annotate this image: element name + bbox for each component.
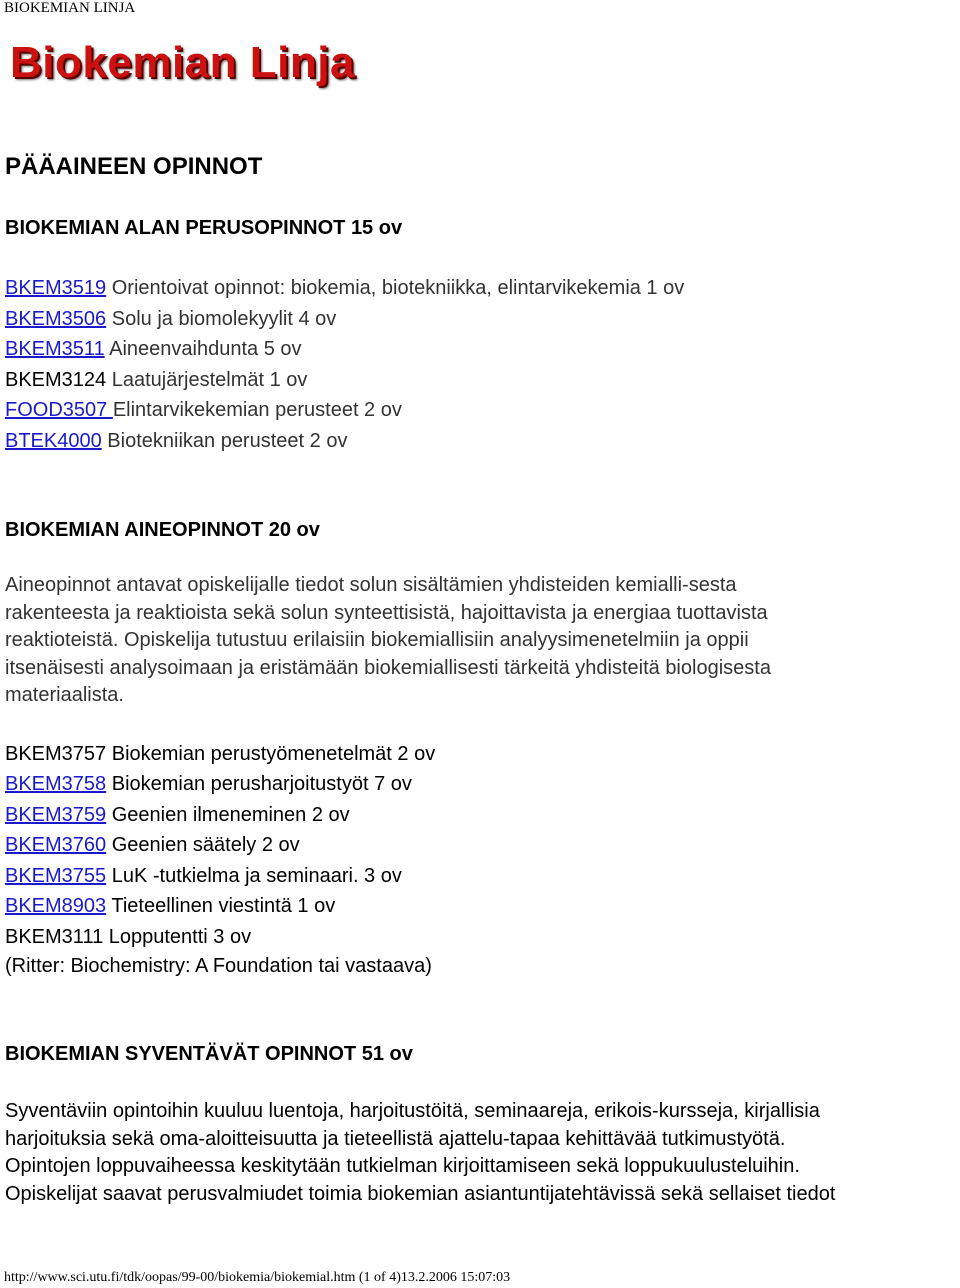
main-content xyxy=(5,150,957,1208)
course-code-bkem3124: BKEM3124 xyxy=(5,368,107,391)
course-item xyxy=(5,365,957,396)
course-item xyxy=(5,769,957,800)
course-code-bkem3111: BKEM3111 xyxy=(5,925,104,948)
description-line: Opintojen loppuvaiheessa keskitytään tutkielman kirjoittamiseen sekä loppukuulusteluihin. xyxy=(5,1155,800,1177)
course-title: Geenien ilmeneminen 2 ov xyxy=(106,803,350,826)
course-title: Biokemian perusharjoitustyöt 7 ov xyxy=(106,773,412,795)
logo: Biokemian Linja xyxy=(10,38,355,87)
course-title: Laatujärjestelmät 1 ov xyxy=(106,368,308,391)
course-item xyxy=(5,891,957,922)
course-title: Elintarvikekemian perusteet 2 ov xyxy=(112,399,402,421)
course-link-food3507[interactable]: FOOD3507 xyxy=(5,399,113,421)
course-link-bkem3519[interactable]: BKEM3519 xyxy=(5,277,107,299)
course-title: Lopputentti 3 ov xyxy=(103,925,252,948)
subject-studies-heading: BIOKEMIAN AINEOPINNOT 20 ov xyxy=(5,519,320,541)
print-header: BIOKEMIAN LINJA xyxy=(4,0,136,16)
basic-course-list xyxy=(5,273,957,456)
course-item xyxy=(5,861,957,892)
basic-studies-heading: BIOKEMIAN ALAN PERUSOPINNOT 15 ov xyxy=(5,217,403,239)
course-link-bkem3506[interactable]: BKEM3506 xyxy=(5,307,107,330)
course-code-bkem3757: BKEM3757 xyxy=(5,742,107,765)
subject-course-list xyxy=(5,739,957,953)
description-line: Syventäviin opintoihin kuuluu luentoja, harjoitustöitä, seminaareja, erikois-kursseja, kirjallisia xyxy=(5,1100,820,1122)
course-item xyxy=(5,800,957,831)
course-item xyxy=(5,922,957,953)
description-line: itsenäisesti analysoimaan ja eristämään biokemiallisesti tärkeitä yhdisteitä biologisesta xyxy=(5,656,771,679)
course-link-bkem3758[interactable]: BKEM3758 xyxy=(5,773,107,795)
course-title: Tieteellinen viestintä 1 ov xyxy=(106,895,336,917)
main-heading: PÄÄAINEEN OPINNOT xyxy=(5,153,263,180)
description-line: reaktioteistä. Opiskelija tutustuu erilaisiin biokemiallisiin analyysimenetelmiin ja oppii xyxy=(5,629,749,651)
course-link-bkem3760[interactable]: BKEM3760 xyxy=(5,834,107,856)
course-item xyxy=(5,426,957,457)
description-line: Opiskelijat saavat perusvalmiudet toimia biokemian asiantuntijatehtävissä sekä sellaiset tiedot xyxy=(5,1182,836,1205)
course-link-bkem3755[interactable]: BKEM3755 xyxy=(5,864,107,887)
course-item xyxy=(5,304,957,335)
course-title: Geenien säätely 2 ov xyxy=(106,834,300,856)
course-title: Orientoivat opinnot: biokemia, biotekniikka, elintarvikekemia 1 ov xyxy=(106,277,685,299)
course-item xyxy=(5,830,957,861)
course-item xyxy=(5,273,957,304)
description-line: Aineopinnot antavat opiskelijalle tiedot solun sisältämien yhdisteiden kemialli-sesta xyxy=(5,574,737,596)
print-footer: http://www.sci.utu.fi/tdk/oopas/99-00/biokemia/biokemial.htm (1 of 4)13.2.2006 15:07:03 xyxy=(4,1270,511,1285)
course-title: Biokemian perustyömenetelmät 2 ov xyxy=(106,742,436,765)
course-title: Solu ja biomolekyylit 4 ov xyxy=(106,307,337,330)
course-title: LuK -tutkielma ja seminaari. 3 ov xyxy=(106,864,402,887)
description-line: harjoituksia sekä oma-aloitteisuutta ja tieteellistä ajattelu-tapaa kehittävää tutkimustyötä. xyxy=(5,1127,786,1150)
subject-description xyxy=(5,572,957,710)
course-title: Biotekniikan perusteet 2 ov xyxy=(101,429,348,452)
course-item xyxy=(5,395,957,426)
description-line: materiaalista. xyxy=(5,684,124,706)
course-title: Aineenvaihdunta 5 ov xyxy=(104,338,302,360)
course-item xyxy=(5,739,957,770)
course-link-bkem3511[interactable]: BKEM3511 xyxy=(5,338,105,360)
course-link-btek4000[interactable]: BTEK4000 xyxy=(5,429,102,452)
course-link-bkem3759[interactable]: BKEM3759 xyxy=(5,803,107,826)
advanced-description xyxy=(5,1098,957,1208)
textbook-note: (Ritter: Biochemistry: A Foundation tai vastaava) xyxy=(5,955,432,977)
course-link-bkem8903[interactable]: BKEM8903 xyxy=(5,895,107,917)
advanced-studies-heading: BIOKEMIAN SYVENTÄVÄT OPINNOT 51 ov xyxy=(5,1043,413,1065)
course-item xyxy=(5,334,957,365)
description-line: rakenteesta ja reaktioista sekä solun synteettisistä, hajoittavista ja energiaa tuottavista xyxy=(5,601,768,624)
